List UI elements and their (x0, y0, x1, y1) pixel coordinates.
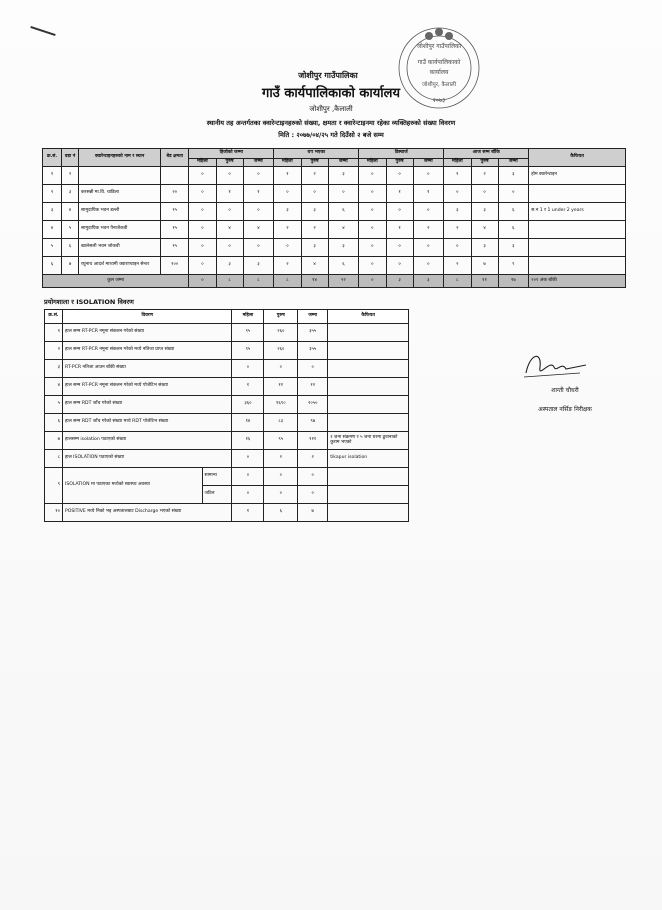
cell-male: २ (264, 450, 298, 468)
cell-count: ० (189, 167, 216, 185)
cell-male: ८३ (264, 414, 298, 432)
subheader-female: महिला (189, 159, 216, 167)
cell-remarks (328, 324, 409, 342)
cell-count: ३ (301, 203, 328, 221)
cell-quarantine-name: खालेसली भवन जोकवी (79, 239, 161, 257)
cell-total: २ (298, 450, 328, 468)
cell-count: २ (274, 221, 301, 239)
cell-description: हाल ISOLATION पठाएको संख्या (62, 450, 231, 468)
table-row (45, 468, 409, 486)
cell-count: ० (359, 185, 386, 203)
cell-capacity: २० (161, 185, 189, 203)
cell-condition: सामान्य (202, 468, 232, 486)
header-sn: क्र.सं. (45, 310, 63, 324)
cell-total: ० (298, 486, 328, 504)
cell-count: ३ (498, 239, 529, 257)
cell-sn: २ (45, 342, 63, 360)
cell-remarks (529, 257, 626, 275)
total-count: ३ (386, 275, 413, 288)
cell-count: ० (301, 185, 328, 203)
cell-count: १ (243, 185, 274, 203)
cell-count: ० (413, 257, 444, 275)
cell-description: POSITIVE मध्ये निको भइ अस्पतालबाट Discharge भएको संख्या (62, 504, 231, 522)
cell-count: ० (243, 167, 274, 185)
cell-count: ३ (498, 167, 529, 185)
cell-description: हाल सम्म RDT जाँच गरेको संख्या मध्ये RDT पोजेटिभ संख्या (62, 414, 231, 432)
cell-count: ० (386, 257, 413, 275)
cell-description: ISOLATION मा पठाएका मध्येको स्वास्थ्य अवस्था (62, 468, 202, 504)
cell-count: २ (301, 167, 328, 185)
cell-count: ० (413, 239, 444, 257)
cell-capacity: १५ (161, 203, 189, 221)
cell-remarks (529, 239, 626, 257)
cell-male: ० (264, 486, 298, 504)
cell-ward: ५ (62, 221, 79, 239)
cell-total: १२ (298, 378, 328, 396)
header-bed-capacity: बेड क्षमता (161, 149, 189, 167)
svg-text:२०७३: २०७३ (432, 97, 446, 104)
table-row (45, 504, 409, 522)
total-count: ८ (274, 275, 301, 288)
cell-sn: ६ (43, 257, 62, 275)
cell-count: ६ (498, 221, 529, 239)
cell-count: ३ (216, 257, 243, 275)
cell-sn: ४ (45, 378, 63, 396)
cell-capacity: १५ (161, 239, 189, 257)
cell-remarks (328, 414, 409, 432)
cell-female: १४ (232, 414, 264, 432)
header-sn: क्र.सं. (43, 149, 62, 167)
table-row (43, 167, 626, 185)
cell-remarks (328, 468, 409, 486)
cell-count: ० (444, 185, 471, 203)
subheader-male: पुरुष (386, 159, 413, 167)
cell-ward: ३ (62, 185, 79, 203)
cell-male: २६० (264, 342, 298, 360)
cell-count: ४ (328, 221, 359, 239)
cell-count: ० (243, 203, 274, 221)
cell-female: ९५ (232, 324, 264, 342)
cell-count: ० (413, 203, 444, 221)
cell-count: ३ (328, 167, 359, 185)
table-row (45, 396, 409, 414)
cell-count: ० (216, 239, 243, 257)
cell-count: ० (471, 185, 498, 203)
cell-remarks (328, 378, 409, 396)
subheader-male: पुरुष (301, 159, 328, 167)
cell-ward: ६ (62, 239, 79, 257)
cell-count: ४ (301, 257, 328, 275)
cell-count: १ (386, 185, 413, 203)
cell-male: १६९० (264, 396, 298, 414)
total-remarks: २०१ अंक बाँकी (529, 275, 626, 288)
cell-total: ० (298, 360, 328, 378)
quarantine-table (42, 148, 626, 288)
cell-count: ० (243, 239, 274, 257)
cell-count: ० (189, 185, 216, 203)
total-count: ८ (216, 275, 243, 288)
cell-count: ३ (274, 203, 301, 221)
cell-total: ७ (298, 504, 328, 522)
cell-remarks (328, 360, 409, 378)
cell-count: ० (189, 239, 216, 257)
cell-remarks: होम क्वारेन्टाइन (529, 167, 626, 185)
cell-sn: ५ (43, 239, 62, 257)
cell-male: २६० (264, 324, 298, 342)
cell-quarantine-name: सामुदायिक भवन पैनाजैकवी (79, 221, 161, 239)
total-count: ० (359, 275, 386, 288)
cell-remarks (328, 504, 409, 522)
cell-remarks: tikapur isolation (328, 450, 409, 468)
cell-description: हालसम्म isolation पठाएको संख्या (62, 432, 231, 450)
lab-isolation-title: प्रयोगशाला र ISOLATION विवरण (44, 298, 134, 306)
cell-female: १ (232, 504, 264, 522)
cell-description: RT-PCR नतिजा आउन बाँकी संख्या (62, 360, 231, 378)
cell-sn: ५ (45, 396, 63, 414)
header-discharged: डिस्चार्ज (359, 149, 444, 159)
cell-count: २ (301, 221, 328, 239)
header-description: विवरण (62, 310, 231, 324)
cell-count: ० (274, 239, 301, 257)
cell-quarantine-name: रघुनाथ आदर्श माध्यमी क्वाराण्टाइन सेन्टर (79, 257, 161, 275)
header-total: जम्मा (298, 310, 328, 324)
cell-count: ० (386, 203, 413, 221)
cell-description: हाल सम्म RDT जाँच गरेको संख्या (62, 396, 231, 414)
cell-male: ११ (264, 378, 298, 396)
cell-count: ० (413, 167, 444, 185)
cell-count: १ (444, 167, 471, 185)
cell-female: ० (232, 468, 264, 486)
cell-sn: ७ (45, 432, 63, 450)
cell-total: ३५५ (298, 324, 328, 342)
cell-total: १११ (298, 432, 328, 450)
office-name: गाउँ कार्यपालिकाको कार्यालय (262, 86, 400, 101)
cell-count: २ (471, 167, 498, 185)
cell-ward: ४ (62, 203, 79, 221)
cell-total: ० (298, 468, 328, 486)
municipality-name: जोशीपुर गाउँपालिका (298, 71, 358, 80)
cell-sn: ३ (43, 203, 62, 221)
subheader-total: जम्मा (498, 159, 529, 167)
cell-count: ३ (328, 239, 359, 257)
cell-description: हाल सम्म RT-PCR नमूना संकलन गरेको संख्या (62, 324, 231, 342)
cell-total: ३५५ (298, 342, 328, 360)
cell-count: ६ (328, 257, 359, 275)
cell-count: ९ (498, 257, 529, 275)
cell-description: हाल सम्म RT-PCR नमूना संकलन गरेको मध्ये पोजेटिभ संख्या (62, 378, 231, 396)
subheader-male: पुरुष (216, 159, 243, 167)
report-title: स्थानीय तह अन्तर्गतका क्वारेन्टाइनहरुको संख्या, क्षमता र क्वारेन्टाइनमा रहेका व्यक्तिहरुको संख्या विवरण (206, 119, 456, 127)
cell-ward: २ (62, 167, 79, 185)
total-count: ० (189, 275, 216, 288)
letterhead (0, 70, 662, 139)
table-row (45, 450, 409, 468)
cell-count: ० (328, 185, 359, 203)
cell-count: ० (216, 167, 243, 185)
cell-description: हाल सम्म RT-PCR नमूना संकलन गरेको मध्ये नतिजा प्राप्त संख्या (62, 342, 231, 360)
cell-remarks (328, 396, 409, 414)
cell-total: ९७ (298, 414, 328, 432)
cell-count: १ (274, 167, 301, 185)
subheader-male: पुरुष (471, 159, 498, 167)
svg-text:जोशीपुर गाउँपालिका: जोशीपुर गाउँपालिका (416, 43, 462, 50)
subheader-female: महिला (444, 159, 471, 167)
table-row (43, 185, 626, 203)
cell-count: ० (216, 203, 243, 221)
cell-ward: ७ (62, 257, 79, 275)
total-row (43, 275, 626, 288)
header-remaining: आज सम्म बाँकि (444, 149, 529, 159)
cell-sn: ९ (45, 468, 63, 504)
cell-male: ६ (264, 504, 298, 522)
total-label: कुल जम्मा (43, 275, 189, 288)
cell-remarks (529, 185, 626, 203)
cell-remarks (328, 342, 409, 360)
office-address: जोशीपुर ,कैलाली (309, 105, 353, 113)
table-row (45, 432, 409, 450)
cell-count: ० (359, 203, 386, 221)
signature-scribble (520, 347, 590, 385)
header-added: थप भएका (274, 149, 359, 159)
table-row (43, 239, 626, 257)
total-count: १४ (301, 275, 328, 288)
cell-total: २०५० (298, 396, 328, 414)
cell-count: ० (189, 257, 216, 275)
cell-count: ४ (216, 221, 243, 239)
svg-text:कार्यालय: कार्यालय (429, 69, 449, 76)
cell-count: ३ (243, 257, 274, 275)
cell-count: ० (359, 257, 386, 275)
cell-female: १ (232, 378, 264, 396)
cell-male: ० (264, 360, 298, 378)
total-count: ८ (243, 275, 274, 288)
total-count: ११ (471, 275, 498, 288)
report-date: मिति : २०७७/०४/२५ गते दिउँसो २ बजे सम्म (278, 131, 384, 139)
table-row (45, 324, 409, 342)
cell-female: १६ (232, 432, 264, 450)
cell-sn: २ (43, 185, 62, 203)
cell-female: ३६० (232, 396, 264, 414)
table-row (43, 221, 626, 239)
subheader-female: महिला (274, 159, 301, 167)
cell-count: २ (413, 221, 444, 239)
cell-count: १ (216, 185, 243, 203)
cell-female: ० (232, 450, 264, 468)
cell-quarantine-name: सामुदायिक भवन डल्ली (79, 203, 161, 221)
cell-quarantine-name (79, 167, 161, 185)
table-row (43, 257, 626, 275)
cell-count: ४ (243, 221, 274, 239)
cell-count: २ (444, 257, 471, 275)
cell-count: २ (444, 221, 471, 239)
header-ward: वडा नं (62, 149, 79, 167)
cell-remarks (328, 486, 409, 504)
cell-count: ७ (471, 257, 498, 275)
cell-count: ० (189, 221, 216, 239)
cell-count: ० (359, 167, 386, 185)
cell-capacity (161, 167, 189, 185)
table-row (45, 414, 409, 432)
cell-capacity: १०० (161, 257, 189, 275)
table-row (43, 203, 626, 221)
subheader-female: महिला (359, 159, 386, 167)
subheader-total: जम्मा (243, 159, 274, 167)
cell-sn: ६ (45, 414, 63, 432)
cell-sn: १ (45, 324, 63, 342)
table-row (45, 378, 409, 396)
cell-remarks: स.न 1 र 1 under 2 years (529, 203, 626, 221)
cell-count: ० (359, 221, 386, 239)
header-remarks: कैफियत (529, 149, 626, 167)
header-remarks: कैफियत (328, 310, 409, 324)
cell-count: ३ (471, 239, 498, 257)
svg-text:गाउँ कार्यपालिकाको: गाउँ कार्यपालिकाको (417, 59, 461, 66)
cell-female: ० (232, 360, 264, 378)
header-quarantine-name: क्वारेन्टाइनहरुको नाम र स्थान (79, 149, 161, 167)
cell-count: ३ (301, 239, 328, 257)
cell-male: ९५ (264, 432, 298, 450)
cell-remarks (529, 221, 626, 239)
header-female: महिला (232, 310, 264, 324)
cell-count: ३ (444, 203, 471, 221)
cell-count: ० (274, 185, 301, 203)
total-count: २२ (328, 275, 359, 288)
cell-male: ० (264, 468, 298, 486)
cell-sn: ३ (45, 360, 63, 378)
cell-count: ६ (498, 203, 529, 221)
cell-count: ० (386, 167, 413, 185)
total-count: ३ (413, 275, 444, 288)
cell-female: ० (232, 486, 264, 504)
cell-count: २ (274, 257, 301, 275)
cell-sn: ८ (45, 450, 63, 468)
lab-isolation-table (44, 309, 409, 522)
header-male: पुरुष (264, 310, 298, 324)
cell-count: ० (189, 203, 216, 221)
signatory-name: शान्ती चौधरी (551, 387, 579, 394)
cell-count: ० (386, 239, 413, 257)
signatory-title: अस्पताल नर्सिङ निरीक्षक (538, 406, 592, 413)
cell-count: १ (386, 221, 413, 239)
subheader-total: जम्मा (328, 159, 359, 167)
cell-condition: जटिल (202, 486, 232, 504)
table-row (45, 342, 409, 360)
subheader-total: जम्मा (413, 159, 444, 167)
total-count: १७ (498, 275, 529, 288)
cell-sn: १ (43, 167, 62, 185)
cell-count: ३ (471, 203, 498, 221)
cell-count: ० (498, 185, 529, 203)
cell-count: ० (359, 239, 386, 257)
cell-quarantine-name: करसन्नी मा.वि. चाडिला (79, 185, 161, 203)
cell-female: ९५ (232, 342, 264, 360)
svg-text:जोशीपुर, कैलाली: जोशीपुर, कैलाली (421, 82, 457, 88)
header-yesterday-total: हिजोको जम्मा (189, 149, 274, 159)
cell-count: ६ (328, 203, 359, 221)
pen-mark (30, 26, 55, 36)
total-count: ८ (444, 275, 471, 288)
cell-count: ४ (471, 221, 498, 239)
cell-count: १ (413, 185, 444, 203)
cell-count: ० (444, 239, 471, 257)
cell-remarks: १ जना संक्रमण र ५ जना घरमा ढुवानाको कुराम भएको (328, 432, 409, 450)
cell-sn: ४ (43, 221, 62, 239)
cell-sn: १० (45, 504, 63, 522)
cell-capacity: १५ (161, 221, 189, 239)
table-row (45, 360, 409, 378)
